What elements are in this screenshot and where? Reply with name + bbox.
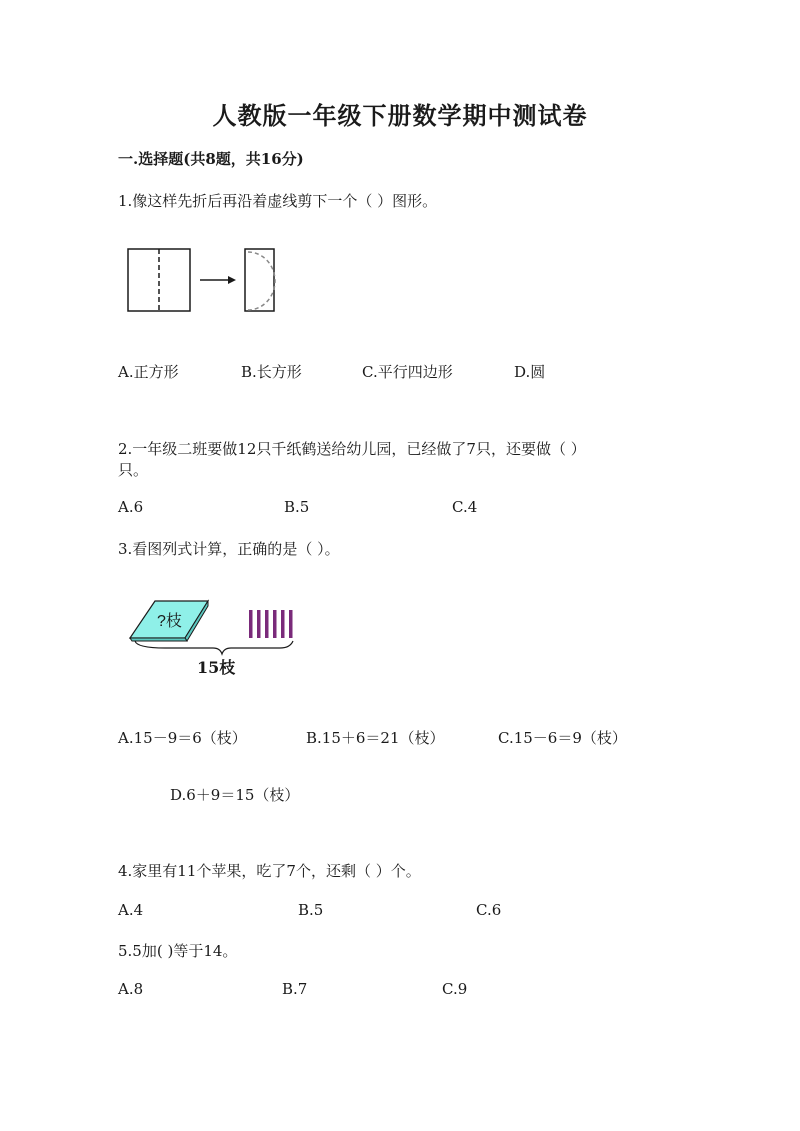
question-4-text: 4.家里有11个苹果，吃了7个，还剩（ ）个。: [118, 862, 421, 880]
q3-option-b: B.15＋6＝21（枝）: [306, 729, 445, 747]
pencil-box-bottom: [130, 638, 187, 641]
total-brace: [135, 641, 293, 654]
pencil-stick: [257, 610, 261, 638]
q4-option-a: A.4: [118, 901, 144, 919]
q1-option-c: C.平行四边形: [362, 363, 453, 381]
pencil-stick: [281, 610, 285, 638]
section-heading: 一.选择题(共8题，共16分): [118, 150, 304, 168]
q2-option-b: B.5: [284, 498, 310, 516]
q2-option-a: A.6: [118, 498, 144, 516]
q4-option-b: B.5: [298, 901, 324, 919]
question-2-text-line2: 只。: [118, 461, 149, 479]
pencil-stick: [249, 610, 253, 638]
question-1-figure: [120, 240, 290, 320]
page-title: 人教版一年级下册数学期中测试卷: [212, 101, 588, 130]
pencil-sticks: [249, 610, 293, 638]
question-2-text-line1: 2.一年级二班要做12只千纸鹤送给幼儿园，已经做了7只，还要做（ ）: [118, 440, 586, 458]
question-1-text: 1.像这样先折后再沿着虚线剪下一个（ ）图形。: [118, 192, 438, 210]
question-3-figure: [125, 598, 315, 682]
cut-arc: [248, 252, 275, 310]
box-label: ?枝: [157, 613, 182, 630]
folded-paper: [245, 249, 274, 311]
q1-option-d: D.圆: [514, 363, 546, 381]
q3-option-d: D.6＋9＝15（枝）: [170, 786, 300, 804]
q1-option-b: B.长方形: [241, 363, 302, 381]
q5-option-c: C.9: [442, 980, 468, 998]
q3-option-c: C.15－6＝9（枝）: [498, 729, 627, 747]
pencil-stick: [289, 610, 293, 638]
question-5-text: 5.5加( )等于14。: [118, 942, 238, 960]
question-3-text: 3.看图列式计算，正确的是（ ）。: [118, 540, 340, 558]
q3-option-a: A.15－9＝6（枝）: [118, 729, 247, 747]
total-label: 15枝: [197, 658, 236, 677]
q5-option-b: B.7: [282, 980, 308, 998]
arrow-head-icon: [228, 276, 236, 284]
q1-option-a: A.正方形: [118, 363, 179, 381]
pencil-stick: [273, 610, 277, 638]
q4-option-c: C.6: [476, 901, 502, 919]
q2-option-c: C.4: [452, 498, 478, 516]
q5-option-a: A.8: [118, 980, 144, 998]
pencil-stick: [265, 610, 269, 638]
